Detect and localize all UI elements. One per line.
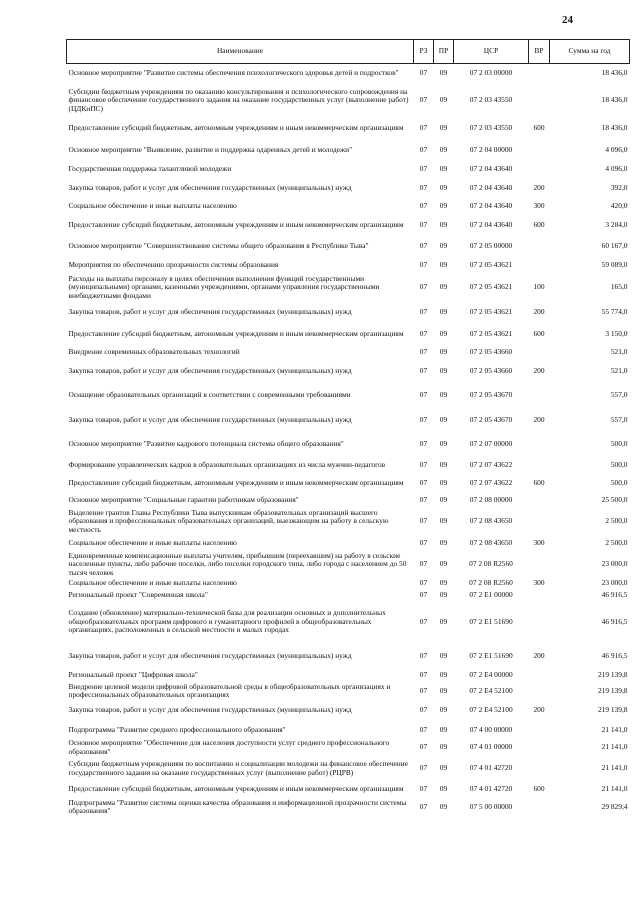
cell-csr: 07 2 05 43660 [469, 347, 513, 357]
cell-pr: 09 [439, 390, 448, 400]
cell-sum: 500,0 [610, 438, 628, 448]
cell-csr: 07 4 00 00000 [469, 724, 513, 734]
cell-pr: 09 [439, 438, 448, 448]
cell-rz: 07 [419, 201, 428, 211]
cell-sum: 46 916,5 [601, 616, 628, 626]
cell-sum: 219 139,8 [597, 705, 628, 715]
cell-rz: 07 [419, 347, 428, 357]
table-row [67, 64, 630, 84]
cell-csr: 07 2 08 00000 [469, 494, 513, 504]
cell-sum: 557,0 [610, 390, 628, 400]
cell-pr: 09 [439, 724, 448, 734]
cell-csr: 07 2 08 43650 [469, 537, 513, 547]
cell-sum: 46 916,5 [601, 589, 628, 599]
cell-sum: 29 829,4 [601, 801, 628, 811]
cell-pr: 09 [439, 705, 448, 715]
cell-csr: 07 2 05 43670 [469, 390, 513, 400]
cell-pr: 09 [439, 670, 448, 680]
cell-pr: 09 [439, 784, 448, 794]
cell-csr: 07 2 04 43640 [469, 182, 513, 192]
cell-pr: 09 [439, 282, 448, 292]
cell-rz: 07 [419, 537, 428, 547]
table-row [67, 199, 630, 215]
cell-vr [529, 552, 550, 578]
cell-pr: 09 [439, 616, 448, 626]
cell-pr: 09 [439, 685, 448, 695]
cell-rz: 07 [419, 123, 428, 133]
table-row [67, 302, 630, 324]
cell-rz: 07 [419, 365, 428, 375]
cell-rz: 07 [419, 685, 428, 695]
cell-sum: 25 500,0 [601, 494, 628, 504]
table-row [67, 162, 630, 178]
cell-sum: 21 141,0 [601, 742, 628, 752]
cell-rz: 07 [419, 670, 428, 680]
cell-vr: 600 [533, 784, 545, 794]
cell-pr: 09 [439, 260, 448, 270]
cell-pr: 09 [439, 329, 448, 339]
table-row [67, 84, 630, 118]
cell-pr: 09 [439, 123, 448, 133]
cell-rz: 07 [419, 650, 428, 660]
table-row [67, 683, 630, 700]
cell-rz: 07 [419, 578, 428, 588]
cell-vr: 600 [533, 123, 545, 133]
cell-pr: 09 [439, 219, 448, 229]
cell-sum: 500,0 [610, 477, 628, 487]
cell-vr [529, 64, 550, 84]
cell-sum: 21 141,0 [601, 784, 628, 794]
header-rz: РЗ [414, 40, 434, 64]
table-row [67, 552, 630, 578]
cell-csr: 07 2 03 00000 [469, 68, 513, 78]
cell-vr [529, 739, 550, 757]
cell-vr [529, 346, 550, 360]
table-row [67, 739, 630, 757]
cell-pr: 09 [439, 537, 448, 547]
cell-csr: 07 2 05 43621 [469, 307, 513, 317]
cell-sum: 23 000,0 [601, 578, 628, 588]
cell-sum: 420,0 [610, 201, 628, 211]
cell-sum: 18 436,0 [601, 123, 628, 133]
cell-pr: 09 [439, 589, 448, 599]
cell-csr: 07 2 05 43670 [469, 414, 513, 424]
cell-vr [529, 457, 550, 475]
cell-pr: 09 [439, 365, 448, 375]
cell-csr: 07 2 E4 52100 [469, 705, 513, 715]
table-row [67, 535, 630, 552]
cell-name: Основное мероприятие "Развитие системы обеспечения психологического здоровья детей и подростков" [68, 68, 399, 78]
cell-pr: 09 [439, 559, 448, 569]
cell-rz: 07 [419, 219, 428, 229]
cell-name: Государственная поддержка талантливой молодежи [68, 164, 232, 174]
header-sum: Сумма на год [550, 40, 630, 64]
cell-vr: 200 [533, 307, 545, 317]
cell-csr: 07 5 00 00000 [469, 801, 513, 811]
cell-rz: 07 [419, 260, 428, 270]
cell-vr [529, 140, 550, 162]
cell-name: Оснащение образовательных организаций в соответствии с современными требованиями [68, 390, 351, 400]
cell-csr: 07 2 03 43550 [469, 123, 513, 133]
cell-rz: 07 [419, 282, 428, 292]
cell-rz: 07 [419, 329, 428, 339]
cell-sum: 521,0 [610, 365, 628, 375]
cell-pr: 09 [439, 68, 448, 78]
table-row [67, 799, 630, 816]
cell-pr: 09 [439, 145, 448, 155]
cell-sum: 46 916,5 [601, 650, 628, 660]
cell-vr [529, 383, 550, 409]
cell-vr [529, 258, 550, 274]
cell-rz: 07 [419, 742, 428, 752]
header-pr: ПР [434, 40, 454, 64]
cell-pr: 09 [439, 241, 448, 251]
cell-name: Закупка товаров, работ и услуг для обеспечения государственных (муниципальных) нужд [68, 650, 352, 660]
cell-vr [529, 84, 550, 118]
page-number: 24 [562, 14, 573, 26]
cell-name: Предоставление субсидий бюджетным, автономным учреждениям и иным некоммерческим организациям [68, 329, 404, 339]
cell-csr: 07 2 04 43640 [469, 164, 513, 174]
cell-name: Закупка товаров, работ и услуг для обеспечения государственных (муниципальных) нужд [68, 365, 352, 375]
cell-pr: 09 [439, 182, 448, 192]
cell-vr: 100 [533, 282, 545, 292]
cell-name: Подпрограмма "Развитие среднего профессионального образования" [68, 724, 286, 734]
table-row [67, 700, 630, 722]
cell-rz: 07 [419, 95, 428, 105]
cell-name: Основное мероприятие "Развитие кадрового потенциала системы общего образования" [68, 438, 344, 448]
cell-sum: 18 436,0 [601, 95, 628, 105]
cell-name: Социальное обеспечение и иные выплаты населению [68, 537, 237, 547]
cell-pr: 09 [439, 164, 448, 174]
cell-vr: 300 [533, 578, 545, 588]
cell-pr: 09 [439, 494, 448, 504]
header-csr: ЦСР [454, 40, 529, 64]
table-row [67, 409, 630, 432]
cell-name: Основное мероприятие "Совершенствование системы общего образования в Республике Тыва" [68, 241, 369, 251]
cell-rz: 07 [419, 414, 428, 424]
cell-sum: 219 139,8 [597, 670, 628, 680]
cell-csr: 07 2 E1 51690 [469, 616, 513, 626]
cell-sum: 21 141,0 [601, 724, 628, 734]
cell-name: Социальное обеспечение и иные выплаты населению [68, 201, 237, 211]
cell-pr: 09 [439, 201, 448, 211]
cell-vr: 200 [533, 705, 545, 715]
cell-vr: 600 [533, 477, 545, 487]
table-row [67, 360, 630, 383]
cell-vr [529, 757, 550, 781]
budget-table [66, 39, 630, 816]
table-row [67, 590, 630, 601]
cell-name: Предоставление субсидий бюджетным, автономным учреждениям и иным некоммерческим организациям [68, 784, 404, 794]
cell-sum: 521,0 [610, 347, 628, 357]
cell-rz: 07 [419, 164, 428, 174]
cell-vr [529, 492, 550, 509]
cell-rz: 07 [419, 494, 428, 504]
table-row [67, 757, 630, 781]
cell-pr: 09 [439, 95, 448, 105]
cell-csr: 07 4 01 42720 [469, 763, 513, 773]
cell-rz: 07 [419, 438, 428, 448]
table-row [67, 492, 630, 509]
cell-rz: 07 [419, 241, 428, 251]
cell-pr: 09 [439, 460, 448, 470]
cell-csr: 07 2 03 43550 [469, 95, 513, 105]
cell-csr: 07 2 05 43621 [469, 260, 513, 270]
table-header-row [67, 40, 630, 64]
cell-name: Закупка товаров, работ и услуг для обеспечения государственных (муниципальных) нужд [68, 705, 352, 715]
cell-pr: 09 [439, 742, 448, 752]
cell-rz: 07 [419, 724, 428, 734]
cell-name: Социальное обеспечение и иные выплаты населению [68, 578, 237, 588]
cell-sum: 18 436,0 [601, 68, 628, 78]
cell-csr: 07 2 08 R2560 [469, 559, 513, 569]
cell-csr: 07 2 07 43622 [469, 460, 513, 470]
header-name: Наименование [67, 40, 414, 64]
cell-sum: 60 167,0 [601, 241, 628, 251]
table-row [67, 258, 630, 274]
cell-csr: 07 2 E1 00000 [469, 589, 513, 599]
cell-vr [529, 601, 550, 644]
cell-name: Выделение грантов Главы Республики Тыва выпускникам образовательных организаций высшего образования и профессиональных образовательных организаций, выезжающим на работу в сельскую местность [68, 507, 389, 534]
cell-rz: 07 [419, 763, 428, 773]
cell-rz: 07 [419, 516, 428, 526]
table-row [67, 236, 630, 258]
cell-name: Закупка товаров, работ и услуг для обеспечения государственных (муниципальных) нужд [68, 182, 352, 192]
cell-sum: 55 774,0 [601, 307, 628, 317]
cell-pr: 09 [439, 307, 448, 317]
cell-vr: 300 [533, 201, 545, 211]
cell-csr: 07 2 08 43650 [469, 516, 513, 526]
cell-name: Закупка товаров, работ и услуг для обеспечения государственных (муниципальных) нужд [68, 414, 352, 424]
cell-pr: 09 [439, 578, 448, 588]
cell-pr: 09 [439, 414, 448, 424]
table-row [67, 383, 630, 409]
cell-sum: 23 000,0 [601, 559, 628, 569]
cell-vr [529, 590, 550, 601]
cell-csr: 07 2 05 00000 [469, 241, 513, 251]
cell-pr: 09 [439, 801, 448, 811]
cell-sum: 500,0 [610, 460, 628, 470]
cell-rz: 07 [419, 705, 428, 715]
table-row [67, 781, 630, 799]
cell-name: Основное мероприятие "Социальные гарантии работникам образования" [68, 494, 299, 504]
cell-csr: 07 2 07 43622 [469, 477, 513, 487]
cell-name: Создание (обновление) материально-технической базы для реализации основных и дополнительных общеобразовательных программ цифрового и гуманитарного профилей в общеобразовательных организациях, расположенных в сельской местности и малых городах [68, 608, 386, 635]
cell-vr: 300 [533, 537, 545, 547]
table-row [67, 118, 630, 140]
table-row [67, 578, 630, 590]
cell-csr: 07 2 05 43660 [469, 365, 513, 375]
cell-name: Формирование управленческих кадров в образовательных организациях из числа мужчин-педагогов [68, 460, 386, 470]
cell-name: Предоставление субсидий бюджетным, автономным учреждениям и иным некоммерческим организациям [68, 477, 404, 487]
cell-name: Основное мероприятие "Выявление, развитие и поддержка одаренных детей и молодежи" [68, 145, 353, 155]
cell-vr [529, 669, 550, 683]
cell-sum: 2 500,0 [605, 516, 628, 526]
cell-name: Региональный проект "Цифровая школа" [68, 670, 198, 680]
cell-sum: 59 089,0 [601, 260, 628, 270]
cell-csr: 07 2 07 00000 [469, 438, 513, 448]
table-row [67, 475, 630, 492]
cell-sum: 2 500,0 [605, 537, 628, 547]
cell-name: Подпрограмма "Развитие системы оценки качества образования и информационной прозрачности системы образования" [68, 797, 407, 816]
cell-name: Предоставление субсидий бюджетным, автономным учреждениям и иным некоммерческим организациям [68, 219, 404, 229]
cell-name: Единовременные компенсационные выплаты учителям, прибывшим (переехавшим) на работу в сельские населенные пункты, либо рабочие поселки, либо поселки городского типа, либо города с населением до 50 тысяч человек [68, 550, 407, 577]
cell-name: Субсидии бюджетным учреждениям по воспитанию и социализации молодежи на финансовое обеспечение государственного задания на оказание государственных услуг (выполнение работ) (РЦРВ) [68, 759, 408, 777]
cell-csr: 07 4 01 00000 [469, 742, 513, 752]
cell-vr: 600 [533, 329, 545, 339]
table-row [67, 140, 630, 162]
cell-vr [529, 236, 550, 258]
cell-pr: 09 [439, 650, 448, 660]
cell-pr: 09 [439, 347, 448, 357]
cell-name: Региональный проект "Современная школа" [68, 589, 208, 599]
table-row [67, 644, 630, 669]
cell-csr: 07 2 04 00000 [469, 145, 513, 155]
cell-csr: 07 2 E4 52100 [469, 685, 513, 695]
cell-rz: 07 [419, 559, 428, 569]
cell-rz: 07 [419, 616, 428, 626]
cell-vr [529, 722, 550, 739]
cell-pr: 09 [439, 477, 448, 487]
cell-csr: 07 2 05 43621 [469, 282, 513, 292]
cell-pr: 09 [439, 516, 448, 526]
cell-vr [529, 799, 550, 816]
cell-name: Внедрение целевой модели цифровой образовательной среды в общеобразовательных организациях и профессиональных образовательных организациях [68, 681, 391, 700]
table-row [67, 432, 630, 457]
table-row [67, 324, 630, 346]
cell-sum: 165,0 [610, 282, 628, 292]
cell-vr [529, 509, 550, 535]
cell-rz: 07 [419, 589, 428, 599]
cell-vr [529, 162, 550, 178]
cell-vr [529, 683, 550, 700]
table-row [67, 178, 630, 199]
cell-csr: 07 2 08 R2560 [469, 578, 513, 588]
cell-rz: 07 [419, 784, 428, 794]
cell-vr: 600 [533, 219, 545, 229]
cell-rz: 07 [419, 390, 428, 400]
cell-sum: 4 096,0 [605, 145, 628, 155]
cell-vr [529, 432, 550, 457]
cell-rz: 07 [419, 307, 428, 317]
table-row [67, 509, 630, 535]
cell-name: Предоставление субсидий бюджетным, автономным учреждениям и иным некоммерческим организациям [68, 123, 404, 133]
cell-csr: 07 2 04 43640 [469, 201, 513, 211]
cell-vr: 200 [533, 414, 545, 424]
cell-name: Субсидии бюджетным учреждениям по оказанию консультирования и психологического сопровождения на финансовое обеспечение государственного задания на оказание государственных услуг (выполнение работ) (ЦДКиПС) [68, 86, 409, 113]
cell-sum: 557,0 [610, 414, 628, 424]
cell-csr: 07 2 05 43621 [469, 329, 513, 339]
cell-csr: 07 2 E4 00000 [469, 670, 513, 680]
cell-sum: 219 139,8 [597, 685, 628, 695]
cell-sum: 4 096,0 [605, 164, 628, 174]
cell-vr: 200 [533, 182, 545, 192]
cell-csr: 07 2 04 43640 [469, 219, 513, 229]
table-row [67, 457, 630, 475]
cell-name: Внедрение современных образовательных технологий [68, 347, 240, 357]
cell-rz: 07 [419, 477, 428, 487]
cell-vr: 200 [533, 650, 545, 660]
cell-name: Закупка товаров, работ и услуг для обеспечения государственных (муниципальных) нужд [68, 307, 352, 317]
table-row [67, 669, 630, 683]
cell-csr: 07 2 E1 51690 [469, 650, 513, 660]
cell-rz: 07 [419, 460, 428, 470]
table-row [67, 274, 630, 302]
cell-rz: 07 [419, 801, 428, 811]
table-row [67, 722, 630, 739]
cell-rz: 07 [419, 145, 428, 155]
cell-sum: 21 141,0 [601, 763, 628, 773]
cell-rz: 07 [419, 68, 428, 78]
cell-rz: 07 [419, 182, 428, 192]
table-row [67, 215, 630, 236]
cell-name: Мероприятия по обеспечению прозрачности системы образования [68, 260, 279, 270]
header-vr: ВР [529, 40, 550, 64]
cell-sum: 392,0 [610, 182, 628, 192]
cell-vr: 200 [533, 365, 545, 375]
cell-name: Основное мероприятие "Обеспечение для населения доступности услуг среднего профессионального образования" [68, 738, 390, 756]
table-row [67, 601, 630, 644]
cell-sum: 3 284,0 [605, 219, 628, 229]
cell-sum: 3 150,0 [605, 329, 628, 339]
cell-name: Расходы на выплаты персоналу в целях обеспечения выполнения функций государственными (муниципальными) органами, казенными учреждениями, органами управления государственными внебюджетными фондами [68, 273, 380, 300]
cell-pr: 09 [439, 763, 448, 773]
cell-csr: 07 4 01 42720 [469, 784, 513, 794]
table-row [67, 346, 630, 360]
